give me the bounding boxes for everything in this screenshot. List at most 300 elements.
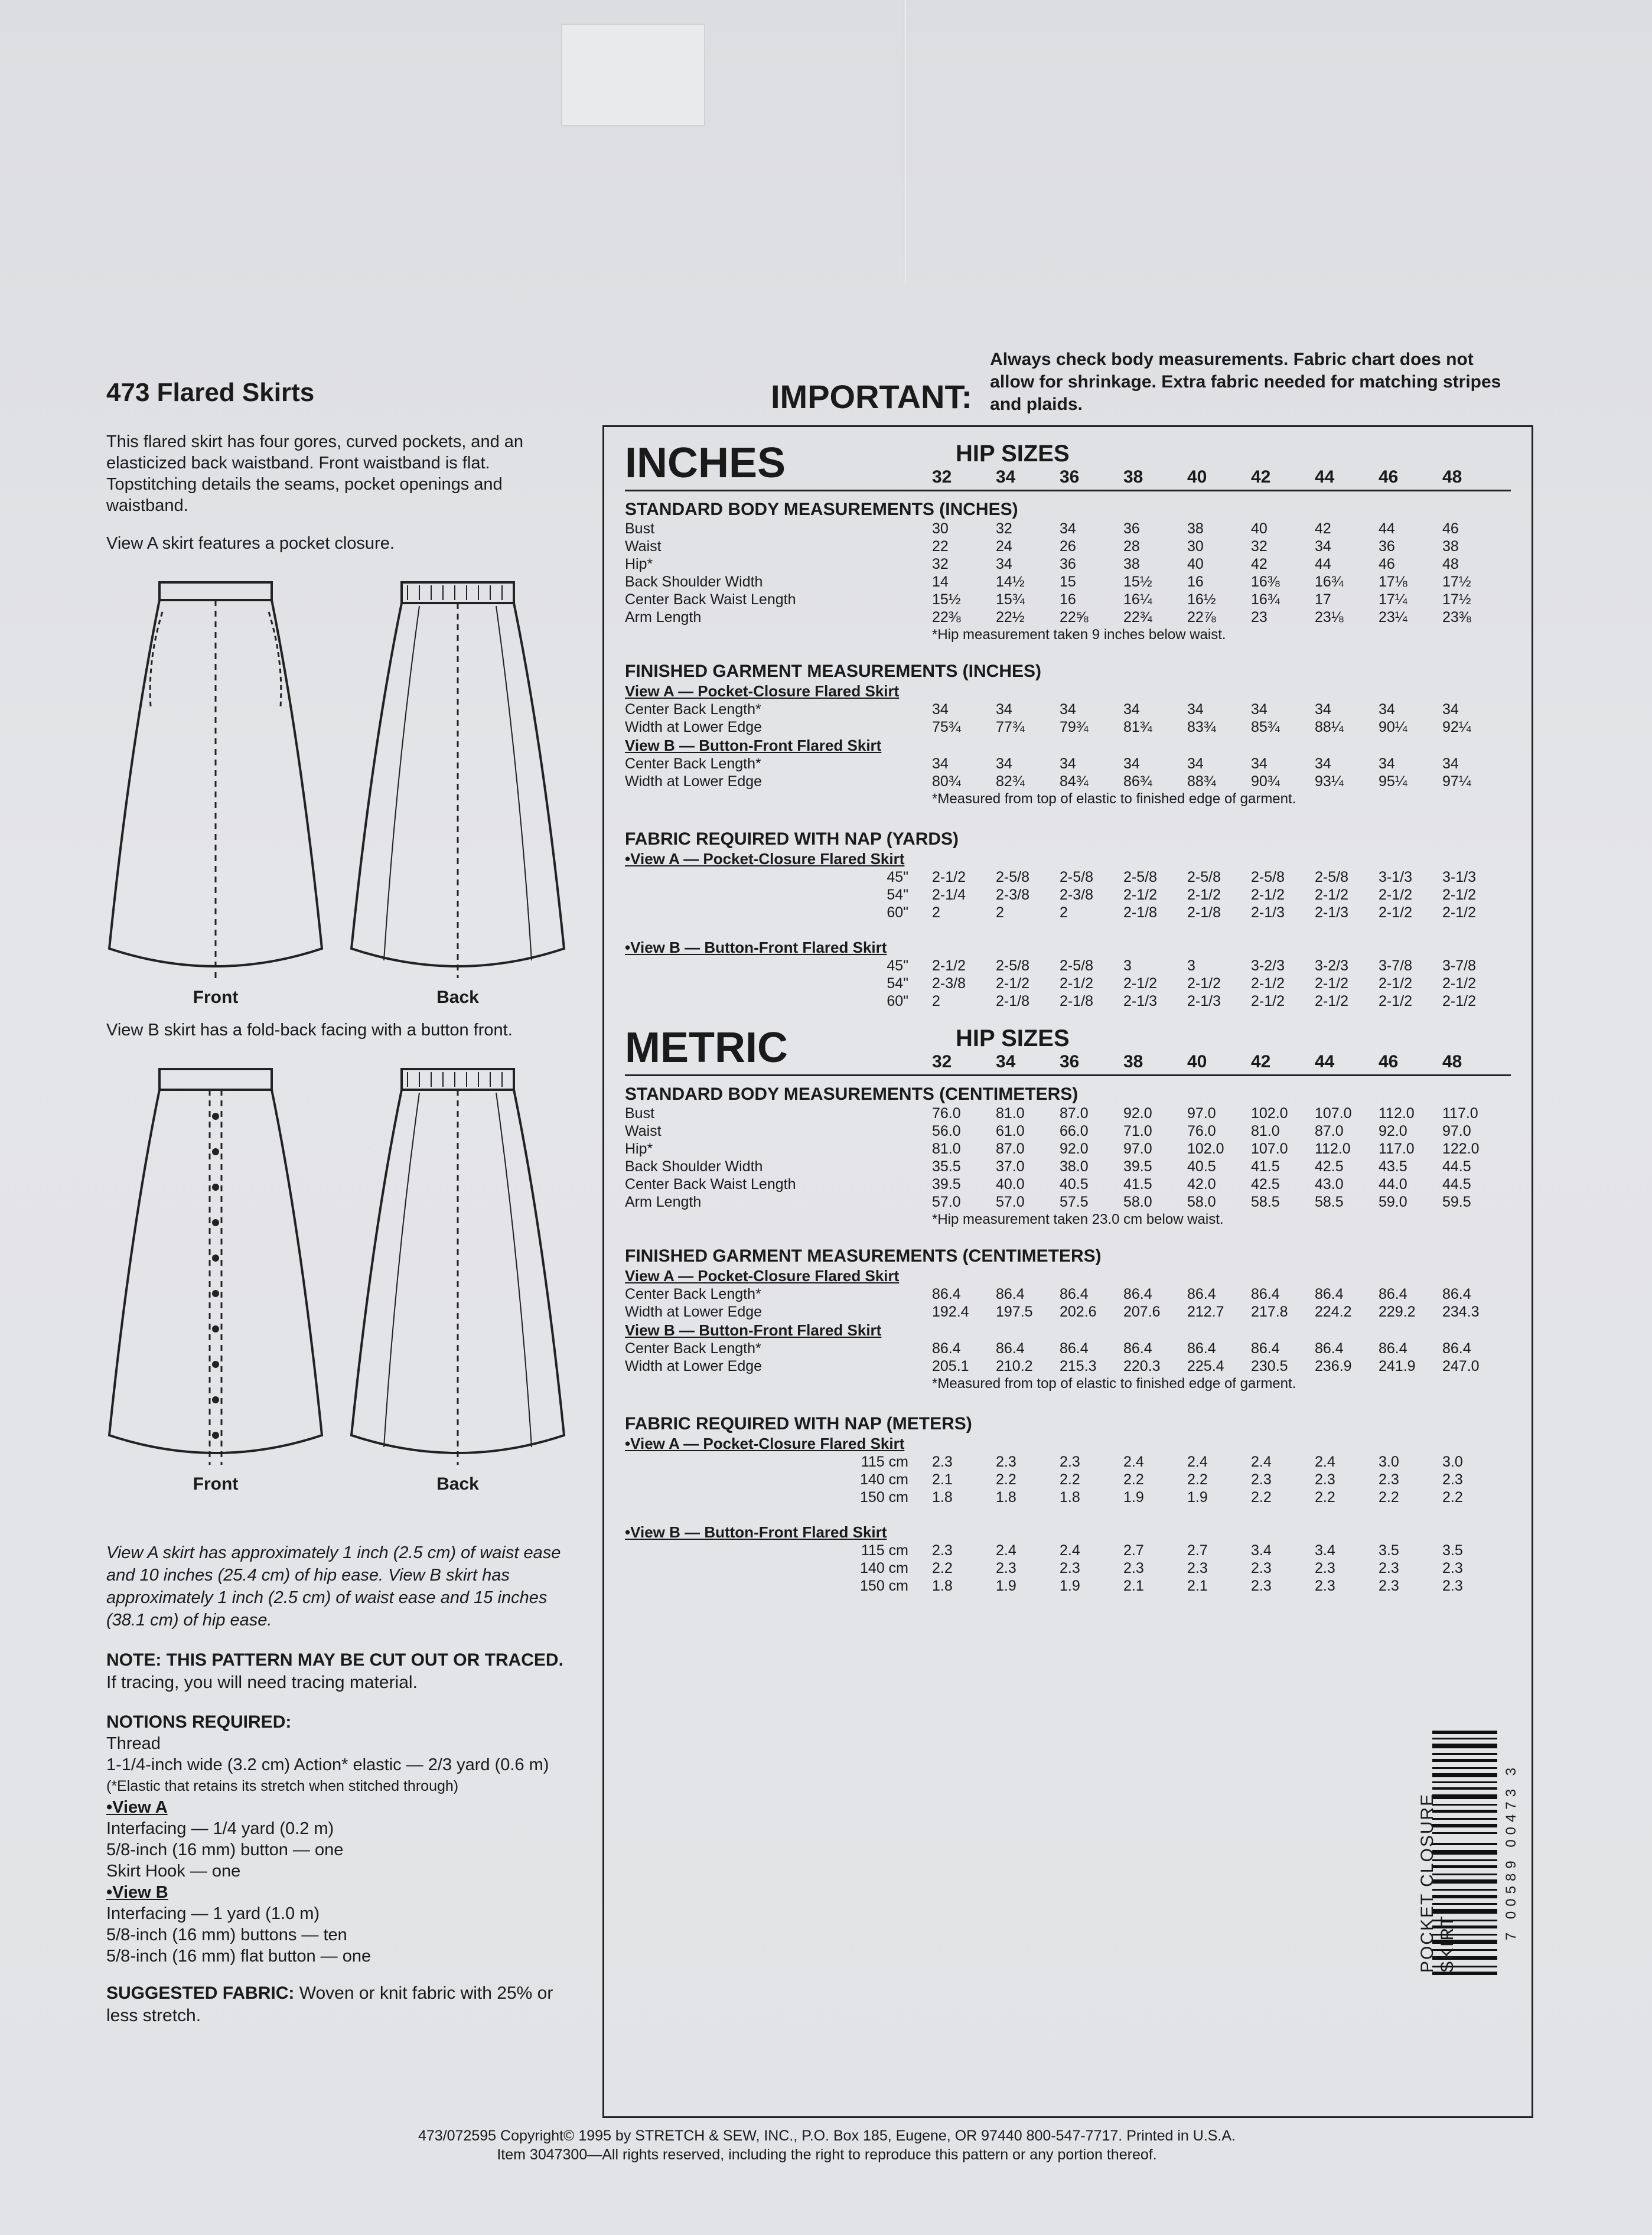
hip-sizes-label: HIP SIZES <box>956 441 1070 467</box>
table-cell: 102.0 <box>1251 1105 1288 1122</box>
hip-sizes-box <box>932 1025 1511 1072</box>
table-cell: 43.5 <box>1379 1158 1407 1175</box>
table-cell: 107.0 <box>1251 1141 1288 1157</box>
row-label: Width at Lower Edge <box>625 1304 763 1320</box>
table-cell: 41.5 <box>1123 1176 1152 1193</box>
cut-note-bold: NOTE: THIS PATTERN MAY BE CUT OUT OR TRACED. <box>106 1650 563 1670</box>
table-cell: 41.5 <box>1251 1158 1280 1175</box>
table-row <box>625 520 1511 537</box>
table-cell: 84¾ <box>1060 773 1089 790</box>
table-cell: 2-1/2 <box>1442 975 1476 992</box>
table-cell: 1.9 <box>1060 1578 1080 1594</box>
table-cell: 34 <box>932 755 949 772</box>
table-cell: 3-2/3 <box>1315 957 1348 974</box>
hip-size: 32 <box>932 1052 952 1071</box>
table-cell: 32 <box>996 520 1012 537</box>
table-cell: 15½ <box>932 591 961 608</box>
table-cell: 2-1/2 <box>996 975 1029 992</box>
hip-size: 42 <box>1251 467 1271 487</box>
suggested-fabric <box>106 1982 567 2027</box>
table-cell: 88¾ <box>1187 773 1216 790</box>
hip-size: 38 <box>1123 1052 1143 1071</box>
table-cell: 2-1/2 <box>932 869 966 885</box>
table-cell: 15 <box>1060 574 1076 590</box>
table-cell: 2.4 <box>1251 1454 1272 1470</box>
table-cell: 2.4 <box>1123 1454 1144 1470</box>
table-cell: 2-3/8 <box>1060 887 1093 903</box>
copyright-line-2: Item 3047300—All rights reserved, including the right to reproduce this pattern or any portion thereof. <box>497 2146 1157 2163</box>
table-cell: 112.0 <box>1315 1141 1351 1157</box>
table-row <box>625 555 1511 573</box>
table-cell: 2.3 <box>932 1454 953 1470</box>
row-label: 54" <box>887 975 908 992</box>
table-cell: 112.0 <box>1379 1105 1415 1122</box>
copyright-footer <box>325 2126 1329 2164</box>
table-cell: 217.8 <box>1251 1304 1288 1320</box>
table-cell: 58.5 <box>1251 1194 1280 1210</box>
table-cell: 86.4 <box>1442 1286 1471 1302</box>
table-cell: 92.0 <box>1379 1123 1407 1139</box>
table-cell: 86.4 <box>932 1286 961 1302</box>
hip-size: 48 <box>1442 1052 1462 1071</box>
table-cell: 86.4 <box>1251 1340 1280 1357</box>
table-cell: 2.1 <box>932 1471 953 1488</box>
table-cell: 34 <box>932 701 949 718</box>
table-cell: 92¼ <box>1442 719 1471 735</box>
table-cell: 2-1/8 <box>1187 904 1221 921</box>
view-b-illustrations <box>106 1057 567 1494</box>
table-cell: 56.0 <box>932 1123 961 1139</box>
table-cell: 34 <box>1060 701 1076 718</box>
finished-view-a-title: View A — Pocket-Closure Flared Skirt <box>625 682 900 700</box>
table-row <box>625 1340 1511 1357</box>
table-cell: 2-1/2 <box>1379 904 1412 921</box>
measurement-chart <box>602 425 1533 2118</box>
fabric-view-a-title: •View A — Pocket-Closure Flared Skirt <box>625 850 905 868</box>
notion-item: Interfacing — 1/4 yard (0.2 m) <box>106 1819 334 1838</box>
table-cell: 97.0 <box>1123 1141 1152 1157</box>
table-cell: 58.5 <box>1315 1194 1344 1210</box>
table-cell: 16¼ <box>1123 591 1152 608</box>
table-row <box>625 1140 1511 1158</box>
table-cell: 1.9 <box>1187 1489 1208 1506</box>
table-cell: 102.0 <box>1187 1141 1224 1157</box>
table-cell: 192.4 <box>932 1304 969 1320</box>
metric-section <box>625 1024 1511 1595</box>
finished-view-b-title: View B — Button-Front Flared Skirt <box>625 1321 882 1339</box>
table-cell: 2-5/8 <box>1315 869 1348 885</box>
table-cell: 34 <box>1060 520 1076 537</box>
view-b-back-caption: Back <box>436 1474 479 1494</box>
table-cell: 2.3 <box>1123 1560 1144 1576</box>
table-cell: 22⅜ <box>932 609 961 625</box>
table-cell: 2-5/8 <box>996 957 1029 974</box>
table-cell: 117.0 <box>1379 1141 1415 1157</box>
row-label: Width at Lower Edge <box>625 773 763 790</box>
table-cell: 76.0 <box>1187 1123 1216 1139</box>
row-label: 54" <box>887 887 908 903</box>
table-cell: 2.3 <box>1379 1471 1399 1488</box>
cut-note-rest: If tracing, you will need tracing material. <box>106 1673 418 1692</box>
hip-size: 38 <box>1123 467 1143 487</box>
table-cell: 24 <box>996 538 1012 555</box>
table-cell: 16 <box>1060 591 1076 608</box>
table-cell: 23 <box>1251 609 1267 625</box>
table-row <box>625 1357 1511 1375</box>
table-cell: 38 <box>1187 520 1204 537</box>
row-label: Back Shoulder Width <box>625 574 763 590</box>
table-row <box>625 1559 1511 1577</box>
table-cell: 17½ <box>1442 591 1471 608</box>
table-cell: 3.4 <box>1251 1542 1272 1559</box>
table-cell: 86.4 <box>1379 1340 1407 1357</box>
table-cell: 30 <box>1187 538 1204 555</box>
row-label: 150 cm <box>860 1578 908 1594</box>
table-cell: 2-1/2 <box>1251 993 1285 1009</box>
table-cell: 86.4 <box>932 1340 961 1357</box>
table-row <box>625 975 1511 992</box>
table-cell: 34 <box>1315 538 1331 555</box>
table-cell: 17½ <box>1442 574 1471 590</box>
table-cell: 2 <box>996 904 1004 921</box>
table-cell: 80¾ <box>932 773 961 790</box>
table-cell: 23¼ <box>1379 609 1407 625</box>
table-cell: 2-1/2 <box>1442 887 1476 903</box>
table-cell: 87.0 <box>996 1141 1025 1157</box>
table-cell: 39.5 <box>1123 1158 1152 1175</box>
row-label: Hip* <box>625 1141 653 1157</box>
table-cell: 2-1/2 <box>1315 887 1348 903</box>
table-cell: 2.4 <box>996 1542 1016 1559</box>
table-cell: 32 <box>932 556 949 572</box>
table-cell: 1.9 <box>996 1578 1016 1594</box>
row-label: 140 cm <box>860 1471 908 1488</box>
row-label: Center Back Waist Length <box>625 591 796 608</box>
table-cell: 2-3/8 <box>932 975 966 992</box>
view-a-illustrations <box>106 571 567 1008</box>
table-row <box>625 755 1511 773</box>
table-cell: 2-1/2 <box>1187 975 1221 992</box>
table-row <box>625 608 1511 626</box>
table-cell: 2.4 <box>1187 1454 1208 1470</box>
table-row <box>625 886 1511 904</box>
table-cell: 44 <box>1315 556 1331 572</box>
table-cell: 2.3 <box>1315 1471 1335 1488</box>
table-row <box>625 1158 1511 1175</box>
table-cell: 117.0 <box>1442 1105 1478 1122</box>
table-cell: 2.3 <box>1442 1471 1463 1488</box>
table-cell: 71.0 <box>1123 1123 1152 1139</box>
table-cell: 34 <box>1060 755 1076 772</box>
view-a-back-caption: Back <box>436 988 479 1007</box>
table-cell: 2.3 <box>1442 1578 1463 1594</box>
table-cell: 92.0 <box>1123 1105 1152 1122</box>
skirt-front-button-drawing <box>106 1057 325 1471</box>
table-cell: 23⅛ <box>1315 609 1344 625</box>
inches-section <box>625 439 1511 1010</box>
table-cell: 22 <box>932 538 949 555</box>
table-cell: 86.4 <box>996 1286 1025 1302</box>
table-cell: 2.3 <box>1315 1560 1335 1576</box>
table-cell: 3 <box>1123 957 1132 974</box>
table-cell: 2-1/2 <box>1315 993 1348 1009</box>
table-cell: 38.0 <box>1060 1158 1089 1175</box>
table-row <box>625 537 1511 555</box>
table-cell: 229.2 <box>1379 1304 1416 1320</box>
table-cell: 2.1 <box>1187 1578 1208 1594</box>
table-cell: 1.9 <box>1123 1489 1144 1506</box>
table-cell: 86.4 <box>996 1340 1025 1357</box>
table-cell: 2-1/2 <box>1187 887 1221 903</box>
table-cell: 37.0 <box>996 1158 1025 1175</box>
hip-size: 44 <box>1315 467 1335 487</box>
body-measurements-title: STANDARD BODY MEASUREMENTS (INCHES) <box>625 500 1018 519</box>
table-cell: 247.0 <box>1442 1358 1480 1374</box>
table-cell: 22¾ <box>1123 609 1152 625</box>
table-cell: 2-1/2 <box>1379 975 1412 992</box>
finished-note: *Measured from top of elastic to finished edge of garment. <box>932 1376 1296 1392</box>
table-cell: 46 <box>1379 556 1395 572</box>
skirt-front-drawing <box>106 571 325 984</box>
table-cell: 225.4 <box>1187 1358 1224 1374</box>
row-label: Arm Length <box>625 609 702 625</box>
table-cell: 57.5 <box>1060 1194 1089 1210</box>
table-cell: 34 <box>1379 701 1395 718</box>
table-cell: 2-5/8 <box>1060 869 1093 885</box>
table-row <box>625 718 1511 736</box>
table-cell: 2-1/3 <box>1123 993 1157 1009</box>
table-cell: 34 <box>1251 701 1267 718</box>
hip-size: 40 <box>1187 1052 1207 1071</box>
table-cell: 205.1 <box>932 1358 969 1374</box>
table-cell: 215.3 <box>1060 1358 1097 1374</box>
table-cell: 58.0 <box>1123 1194 1152 1210</box>
table-cell: 3.5 <box>1379 1542 1399 1559</box>
table-cell: 2-1/8 <box>996 993 1029 1009</box>
table-cell: 48 <box>1442 556 1459 572</box>
table-row <box>625 1105 1511 1122</box>
fabric-view-b-title: •View B — Button-Front Flared Skirt <box>625 1523 887 1541</box>
view-b-front <box>106 1057 325 1494</box>
table-cell: 3-7/8 <box>1379 957 1412 974</box>
table-cell: 42.0 <box>1187 1176 1216 1193</box>
table-cell: 14 <box>932 574 949 590</box>
table-cell: 34 <box>1123 701 1140 718</box>
table-cell: 86.4 <box>1060 1286 1089 1302</box>
table-cell: 2-1/3 <box>1251 904 1285 921</box>
table-cell: 2.3 <box>1315 1578 1335 1594</box>
table-cell: 36 <box>1060 556 1076 572</box>
row-label: 150 cm <box>860 1489 908 1506</box>
table-cell: 40.5 <box>1060 1176 1089 1193</box>
hip-size-row <box>932 1052 1511 1072</box>
table-cell: 86¾ <box>1123 773 1152 790</box>
finished-title: FINISHED GARMENT MEASUREMENTS (INCHES) <box>625 662 1042 681</box>
table-cell: 236.9 <box>1315 1358 1352 1374</box>
table-cell: 2.2 <box>1379 1489 1399 1506</box>
table-cell: 86.4 <box>1123 1340 1152 1357</box>
table-cell: 207.6 <box>1123 1304 1161 1320</box>
suggested-fabric-text: Woven or knit fabric with 25% or less stretch. <box>106 1983 553 2025</box>
table-cell: 2-5/8 <box>1123 869 1157 885</box>
row-label: Hip* <box>625 556 653 572</box>
table-cell: 2-5/8 <box>996 869 1029 885</box>
table-cell: 42 <box>1251 556 1267 572</box>
description-column <box>106 378 567 2045</box>
table-row <box>625 1488 1511 1506</box>
table-row <box>625 573 1511 591</box>
body-note: *Hip measurement taken 23.0 cm below waist. <box>932 1211 1224 1227</box>
table-cell: 42.5 <box>1251 1176 1280 1193</box>
table-cell: 2 <box>932 993 940 1009</box>
table-cell: 40.0 <box>996 1176 1025 1193</box>
notion-item: Thread <box>106 1734 161 1753</box>
table-cell: 44.0 <box>1379 1176 1407 1193</box>
hip-size: 48 <box>1442 467 1462 487</box>
table-cell: 97.0 <box>1187 1105 1216 1122</box>
suggested-fabric-label: SUGGESTED FABRIC: <box>106 1983 295 2003</box>
table-cell: 2.3 <box>996 1560 1016 1576</box>
table-cell: 2-1/2 <box>1379 887 1412 903</box>
table-cell: 85¾ <box>1251 719 1280 735</box>
table-cell: 197.5 <box>996 1304 1033 1320</box>
table-cell: 34 <box>1187 701 1204 718</box>
table-cell: 2-1/3 <box>1315 904 1348 921</box>
table-cell: 16 <box>1187 574 1204 590</box>
table-cell: 93¼ <box>1315 773 1344 790</box>
table-cell: 86.4 <box>1123 1286 1152 1302</box>
row-label: 45" <box>887 869 908 885</box>
table-cell: 17¼ <box>1379 591 1407 608</box>
table-cell: 3 <box>1187 957 1195 974</box>
table-cell: 230.5 <box>1251 1358 1288 1374</box>
row-label: 115 cm <box>861 1454 908 1470</box>
table-cell: 2-5/8 <box>1251 869 1285 885</box>
inches-title: INCHES <box>625 439 786 487</box>
table-cell: 79¾ <box>1060 719 1089 735</box>
table-cell: 220.3 <box>1123 1358 1161 1374</box>
table-cell: 2-1/8 <box>1123 904 1157 921</box>
table-cell: 97¼ <box>1442 773 1471 790</box>
notion-item: 5/8-inch (16 mm) flat button — one <box>106 1947 372 1966</box>
table-cell: 210.2 <box>996 1358 1033 1374</box>
important-text: Always check body measurements. Fabric chart does not allow for shrinkage. Extra fabric needed for matching stripes and plaids. <box>990 350 1501 414</box>
table-cell: 2-1/2 <box>1123 975 1157 992</box>
row-label: Waist <box>625 538 662 555</box>
table-cell: 36 <box>1379 538 1395 555</box>
table-cell: 43.0 <box>1315 1176 1344 1193</box>
hip-size: 36 <box>1060 1052 1080 1071</box>
table-cell: 81.0 <box>932 1141 961 1157</box>
table-cell: 1.8 <box>996 1489 1016 1506</box>
table-cell: 38 <box>1123 556 1140 572</box>
table-cell: 2-1/8 <box>1060 993 1093 1009</box>
table-row <box>625 1175 1511 1193</box>
table-cell: 34 <box>1251 755 1267 772</box>
table-row <box>625 992 1511 1010</box>
table-row <box>625 1122 1511 1140</box>
hip-size: 42 <box>1251 1052 1271 1071</box>
table-cell: 2-1/4 <box>932 887 966 903</box>
table-row <box>625 1285 1511 1303</box>
row-label: 60" <box>887 993 908 1009</box>
table-cell: 34 <box>1315 701 1331 718</box>
table-cell: 2 <box>932 904 940 921</box>
table-cell: 2.1 <box>1123 1578 1144 1594</box>
notions-view-b-label: •View B <box>106 1883 168 1902</box>
row-label: Center Back Length* <box>625 1286 761 1302</box>
table-cell: 2.3 <box>996 1454 1016 1470</box>
table-cell: 34 <box>996 755 1012 772</box>
notion-item: 5/8-inch (16 mm) button — one <box>106 1840 344 1859</box>
table-cell: 87.0 <box>1060 1105 1089 1122</box>
body-measurements-title: STANDARD BODY MEASUREMENTS (CENTIMETERS) <box>625 1084 1078 1104</box>
row-label: Center Back Length* <box>625 755 761 772</box>
table-cell: 40.5 <box>1187 1158 1216 1175</box>
table-cell: 46 <box>1442 520 1459 537</box>
table-cell: 15½ <box>1123 574 1152 590</box>
skirt-back-drawing <box>348 571 567 984</box>
table-cell: 87.0 <box>1315 1123 1344 1139</box>
fabric-view-b-title: •View B — Button-Front Flared Skirt <box>625 939 887 956</box>
table-cell: 17⅛ <box>1379 574 1407 590</box>
table-cell: 107.0 <box>1315 1105 1352 1122</box>
table-row <box>625 1303 1511 1321</box>
table-cell: 34 <box>996 556 1012 572</box>
table-cell: 28 <box>1123 538 1140 555</box>
table-cell: 77¾ <box>996 719 1025 735</box>
fabric-title: FABRIC REQUIRED WITH NAP (METERS) <box>625 1414 972 1433</box>
notions-title: NOTIONS REQUIRED: <box>106 1712 292 1732</box>
table-cell: 2-1/2 <box>1379 993 1412 1009</box>
table-cell: 57.0 <box>932 1194 961 1210</box>
table-cell: 2.3 <box>1251 1560 1272 1576</box>
table-cell: 34 <box>1379 755 1395 772</box>
table-cell: 3.0 <box>1442 1454 1463 1470</box>
body-note: *Hip measurement taken 9 inches below waist. <box>932 627 1226 643</box>
table-cell: 2.3 <box>1251 1471 1272 1488</box>
table-cell: 86.4 <box>1315 1286 1344 1302</box>
table-cell: 81.0 <box>1251 1123 1280 1139</box>
table-cell: 202.6 <box>1060 1304 1097 1320</box>
table-cell: 97.0 <box>1442 1123 1471 1139</box>
table-cell: 2-5/8 <box>1060 957 1093 974</box>
table-cell: 59.0 <box>1379 1194 1407 1210</box>
table-cell: 212.7 <box>1187 1304 1224 1320</box>
table-cell: 40 <box>1251 520 1267 537</box>
table-cell: 2-1/2 <box>1442 993 1476 1009</box>
table-row <box>625 1542 1511 1559</box>
inches-header <box>625 439 1511 491</box>
table-cell: 16¾ <box>1251 591 1280 608</box>
hip-size: 34 <box>996 467 1016 487</box>
table-cell: 241.9 <box>1379 1358 1416 1374</box>
table-cell: 3-1/3 <box>1379 869 1412 885</box>
table-cell: 44.5 <box>1442 1158 1471 1175</box>
table-cell: 75¾ <box>932 719 961 735</box>
fabric-view-a-title: •View A — Pocket-Closure Flared Skirt <box>625 1435 905 1452</box>
metric-header <box>625 1024 1511 1076</box>
row-label: Width at Lower Edge <box>625 1358 763 1374</box>
table-cell: 2.7 <box>1187 1542 1208 1559</box>
hip-size-row <box>932 467 1511 487</box>
table-cell: 3.4 <box>1315 1542 1335 1559</box>
table-row <box>625 1193 1511 1211</box>
view-b-front-caption: Front <box>193 1474 239 1494</box>
table-cell: 44 <box>1379 520 1395 537</box>
table-cell: 2-1/3 <box>1187 993 1221 1009</box>
row-label: Center Back Waist Length <box>625 1176 796 1193</box>
